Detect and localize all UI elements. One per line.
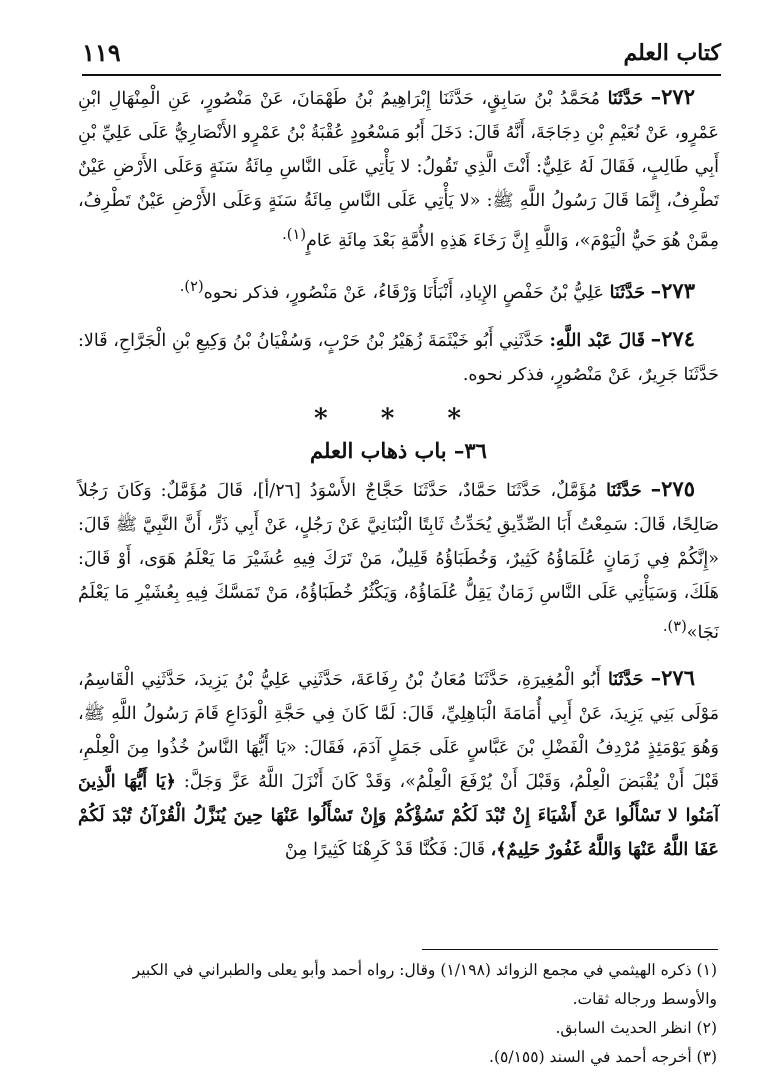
book-title: كتاب العلم [623, 40, 721, 66]
quran-verse: ﴿يَا أَيُّهَا الَّذِينَ آمَنُوا لا تَسْأَلُوا عَنْ أَشْيَاءَ إِنْ تُبْدَ لَكُمْ تَسُؤْكُمْ وَإِنْ تَسْأَلُوا عَنْهَا حِينَ يُنَزَّلُ الْقُرْآنُ تُبْدَ لَكُمْ عَفَا اللَّهُ عَنْهَا وَاللَّهُ غَفُورٌ حَلِيمٌ﴾، [78, 772, 719, 861]
footnote-ref[interactable]: (١). [282, 226, 306, 243]
hadith-lead: حَدَّثَنَا [606, 480, 642, 501]
hadith-274 [78, 322, 719, 392]
hadith-275 [78, 472, 719, 650]
hadith-276 [78, 661, 719, 867]
hadith-273 [78, 270, 719, 310]
footnote-3: (٣) أخرجه أحمد في السند (٥/١٥٥). [489, 1048, 717, 1066]
hadith-lead: حَدَّثَنَا [607, 89, 644, 109]
footnote-1: (١) ذكره الهيثمي في مجمع الزوائد (١/١٩٨) وقال: رواه أحمد وأبو يعلى والطبراني في الكبير والأوسط ورجاله ثقات. [132, 961, 717, 1008]
footnote-rule [422, 949, 718, 950]
footnote-2: (٢) انظر الحديث السابق. [555, 1019, 717, 1037]
chapter-title: ٣٦– باب ذهاب العلم [310, 437, 487, 463]
section-separator: * * * [314, 403, 483, 434]
hadith-number: ٢٧٤– [650, 325, 695, 351]
hadith-text: مُحَمَّدُ بْنُ سَابِقٍ، حَدَّثَنَا إِبْرَاهِيمُ بْنُ طَهْمَانَ، عَنْ مَنْصُورٍ، عَنِ الْمِنْهَالِ ابْنِ عَمْرٍو، عَنْ نُعَيْمِ بْنِ دِجَاجَةَ، أَنَّهُ قَالَ: دَخَلَ أَبُو مَسْعُودٍ عُقْبَةُ بْنُ عَمْرٍو الأَنْصَارِيُّ عَلَى عَلِيِّ بْنِ أَبِي طَالِبٍ، فَقَالَ لَهُ عَلِيٌّ: أَنْتَ الَّذِي تَقُولُ: لا يَأْتِي عَلَى النَّاسِ مِائَةُ سَنَةٍ وَعَلَى الأَرْضِ عَيْنٌ تَطْرِفُ، إِنَّمَا قَالَ رَسُولُ اللَّهِ ﷺ: «لا يَأْتِي عَلَى النَّاسِ مِائَةُ سَنَةٍ وَعَلَى الأَرْضِ عَيْنٌ تَطْرِفُ، مِمَّنْ هُوَ حَيٌّ الْيَوْمَ»، وَاللَّهِ إِنَّ رَخَاءَ هَذِهِ الأُمَّةِ بَعْدَ مِائَةِ عَامٍ [78, 89, 719, 251]
hadith-272 [78, 80, 719, 258]
page-body [78, 80, 719, 879]
hadith-text: مُؤَمَّلٌ، حَدَّثَنَا حَمَّادٌ، حَدَّثَنَا حَجَّاجٌ الأَسْوَدُ [٢٦/أ]، قَالَ مُؤَمَّلٌ: وَكَانَ رَجُلاً صَالِحًا، قَالَ: سَمِعْتُ أَبَا الصِّدِّيقِ يُحَدِّثُ ثَابِتًا الْبُنَانِيَّ عَنْ رَجُلٍ، عَنْ أَبِي ذَرٍّ، أَنَّ النَّبِيَّ ﷺ قَالَ: «إِنَّكُمْ فِي زَمَانٍ عُلَمَاؤُهُ كَثِيرٌ، وَخُطَبَاؤُهُ قَلِيلٌ، مَنْ تَرَكَ فِيهِ عُشَيْرَ مَا يَعْلَمُ هَوَى، أَوْ قَالَ: هَلَكَ، وَسَيَأْتِي عَلَى النَّاسِ زَمَانٌ يَقِلُّ عُلَمَاؤُهُ، وَيَكْثُرُ خُطَبَاؤُهُ، مَنْ تَمَسَّكَ فِيهِ بِعُشَيْرِ مَا يَعْلَمُ نَجَا» [78, 480, 719, 643]
hadith-lead: حَدَّثَنَا [609, 282, 646, 303]
footnote-ref[interactable]: (٣). [662, 617, 687, 635]
hadith-text-continued: قَالَ: فَكُنَّا قَدْ كَرِهْنَا كَثِيرًا مِنْ [284, 840, 486, 861]
footnotes [82, 956, 717, 1072]
hadith-number: ٢٧٦– [650, 665, 695, 691]
hadith-text: أَبُو الْمُغِيرَةِ، حَدَّثَنَا مُعَانُ بْنُ رِفَاعَةَ، حَدَّثَنِي عَلِيُّ بْنُ يَزِيدَ، حَدَّثَنِي الْقَاسِمُ، مَوْلَى بَنِي يَزِيدَ، عَنْ أَبِي أُمَامَةَ الْبَاهِلِيِّ، قَالَ: لَمَّا كَانَ فِي حَجَّةِ الْوَدَاعِ قَامَ رَسُولُ اللَّهِ ﷺ، وَهُوَ يَوْمَئِذٍ مُرْدِفُ الْفَضْلِ بْنَ عَبَّاسٍ عَلَى جَمَلٍ آدَمَ، فَقَالَ: «يَا أَيُّهَا النَّاسُ خُذُوا مِنَ الْعِلْمِ، قَبْلَ أَنْ يُقْبَضَ الْعِلْمُ، وَقَبْلَ أَنْ يُرْفَعَ الْعِلْمُ»، وَقَدْ كَانَ أَنْزَلَ اللَّهُ عَزَّ وَجَلَّ: [78, 670, 719, 793]
header-rule [82, 74, 721, 76]
page-number: ١١٩ [82, 38, 121, 67]
hadith-text: حَدَّثَنِي أَبُو خَيْثَمَةَ زُهَيْرُ بْنُ حَرْبٍ، وَسُفْيَانُ بْنُ وَكِيعِ بْنِ الْجَرَّاحِ، قَالا: حَدَّثَنَا جَرِيرٌ، عَنْ مَنْصُورٍ، فذكر نحوه. [78, 330, 719, 385]
hadith-lead: حَدَّثَنَا [607, 670, 644, 691]
footnote-ref[interactable]: (٢). [179, 277, 204, 295]
page-header [82, 34, 721, 74]
hadith-lead: قَالَ عَبْد اللَّهِ: [549, 330, 645, 351]
hadith-number: ٢٧٢– [650, 84, 695, 109]
hadith-number: ٢٧٥– [650, 475, 695, 501]
hadith-text: عَلِيُّ بْنُ حَفْصٍ الإِيادِ، أَنْبَأَنَا وَرْقَاءُ، عَنْ مَنْصُورٍ، فذكر نحوه [203, 282, 604, 303]
hadith-number: ٢٧٣– [650, 277, 695, 303]
